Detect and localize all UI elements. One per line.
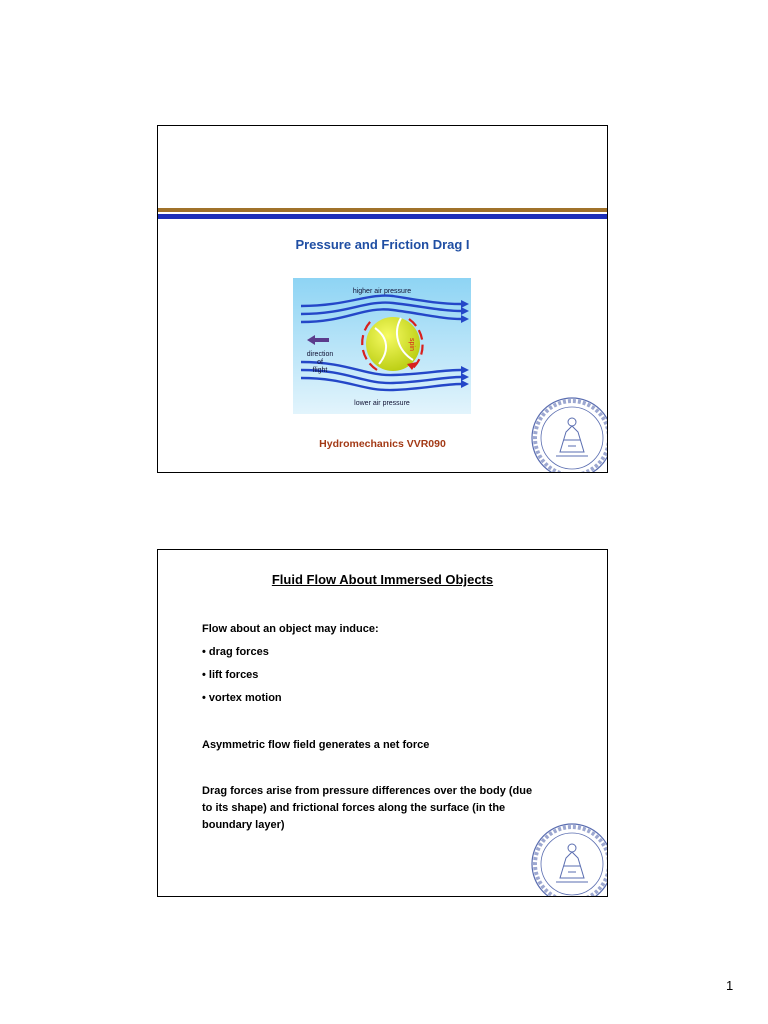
- paragraph-drag-line-2: to its shape) and frictional forces along the surface (in the: [202, 802, 506, 814]
- higher-pressure-label: higher air pressure: [352, 288, 412, 295]
- spin-label: spin: [408, 338, 415, 351]
- paragraph-net-force: Asymmetric flow field generates a net force: [202, 739, 430, 751]
- paragraph-drag-line-3: boundary layer): [202, 819, 285, 831]
- page-number: 1: [726, 978, 734, 993]
- slide-title: [158, 572, 607, 587]
- direction-label-1: direction: [306, 351, 334, 358]
- intro-text: Flow about an object may induce:: [202, 623, 379, 635]
- bullet-item: • drag forces: [202, 646, 269, 658]
- direction-label-2: of: [317, 359, 323, 366]
- header-bar-brown: [158, 208, 607, 212]
- bullet-item: • vortex motion: [202, 692, 282, 704]
- university-seal-icon: [530, 396, 608, 473]
- slide-2: [157, 549, 608, 897]
- lower-pressure-label: lower air pressure: [354, 400, 410, 407]
- slide-title-text: Fluid Flow About Immersed Objects: [271, 572, 494, 587]
- direction-label-3: flight: [312, 367, 328, 374]
- course-subtitle: Hydromechanics VVR090: [319, 438, 446, 450]
- tennis-ball-flow-figure: [293, 278, 471, 414]
- university-seal-icon: [530, 822, 608, 897]
- slide-title: Pressure and Friction Drag I: [295, 237, 470, 252]
- slide-1: [157, 125, 608, 473]
- paragraph-drag-line-1: Drag forces arise from pressure differences over the body (due: [202, 785, 533, 797]
- bullet-item: • lift forces: [202, 669, 259, 681]
- header-bar-blue: [158, 214, 607, 219]
